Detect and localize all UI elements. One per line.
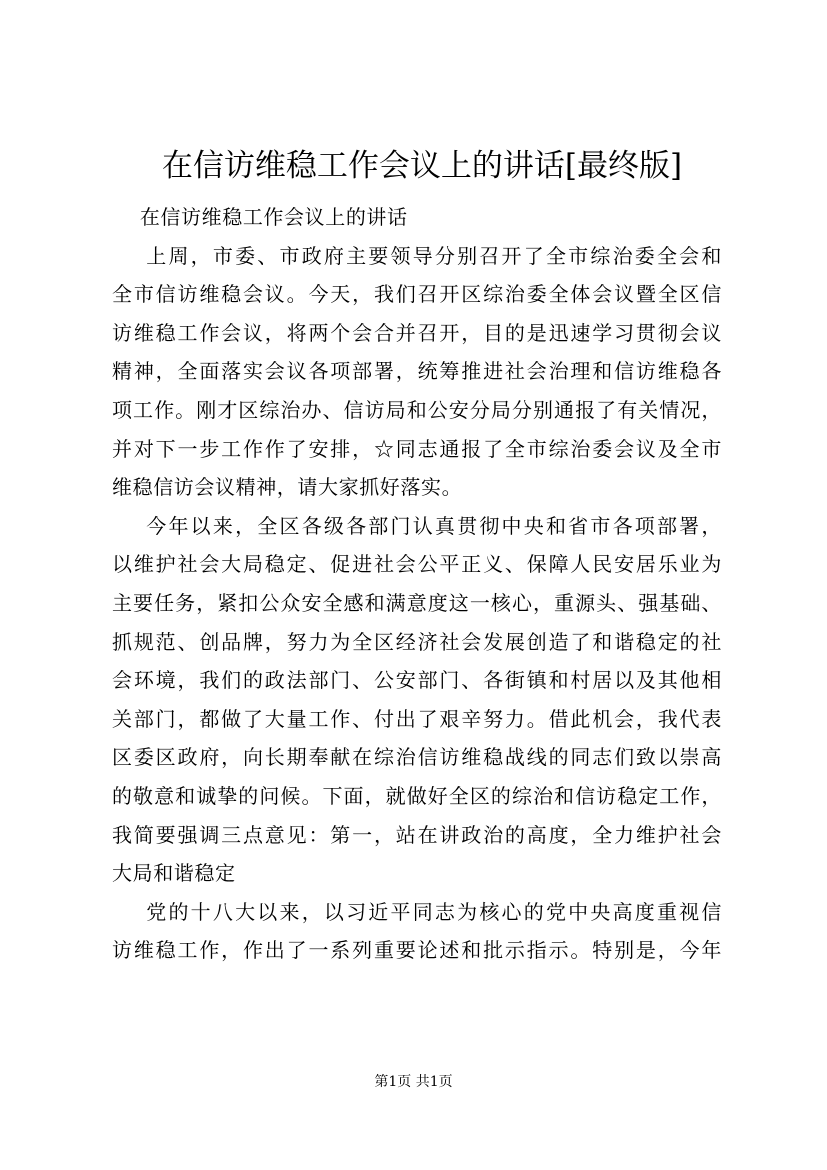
paragraph-line: 今年以来，全区各级各部门认真贯彻中央和省市各项部署， [112,513,722,538]
paragraph-line: 维稳信访会议精神，请大家抓好落实。 [112,475,463,500]
document-body [112,198,722,970]
paragraph-line: 党的十八大以来，以习近平同志为核心的党中央高度重视信 [112,899,722,924]
paragraph-line: 区委区政府，向长期奉献在综治信访维稳战线的同志们致以崇高 [112,745,722,770]
paragraph-line: 精神，全面落实会议各项部署，统筹推进社会治理和信访维稳各 [112,359,722,384]
paragraph-line: 并对下一步工作作了安排，☆同志通报了全市综治委会议及全市 [112,436,722,461]
subtitle-line: 在信访维稳工作会议上的讲话 [112,205,408,229]
paragraph-line: 会环境，我们的政法部门、公安部门、各街镇和村居以及其他相 [112,668,722,693]
paragraph-line: 我简要强调三点意见：第一，站在讲政治的高度，全力维护社会 [112,822,722,847]
document-title: 在信访维稳工作会议上的讲话[最终版] [161,148,683,184]
paragraph-line: 抓规范、创品牌，努力为全区经济社会发展创造了和谐稳定的社 [112,629,722,654]
paragraph-line: 主要任务，紧扣公众安全感和满意度这一核心，重源头、强基础、 [112,590,722,615]
paragraph-line: 大局和谐稳定 [112,861,236,886]
paragraph-line: 项工作。刚才区综治办、信访局和公安分局分别通报了有关情况， [112,397,722,422]
paragraph-line: 以维护社会大局稳定、促进社会公平正义、保障人民安居乐业为 [112,552,722,577]
paragraph-line: 关部门，都做了大量工作、付出了艰辛努力。借此机会，我代表 [112,706,722,731]
page-footer: 第1页 共1页 [374,1074,453,1090]
paragraph-line: 全市信访维稳会议。今天，我们召开区综治委全体会议暨全区信 [112,282,722,307]
paragraph-line: 的敬意和诚挚的问候。下面，就做好全区的综治和信访稳定工作， [112,783,722,808]
paragraph-line: 访维稳工作，作出了一系列重要论述和批示指示。特别是，今年 [112,938,722,963]
paragraph-line: 访维稳工作会议，将两个会合并召开，目的是迅速学习贯彻会议 [112,320,722,345]
paragraph-line: 上周，市委、市政府主要领导分别召开了全市综治委全会和 [112,243,722,268]
